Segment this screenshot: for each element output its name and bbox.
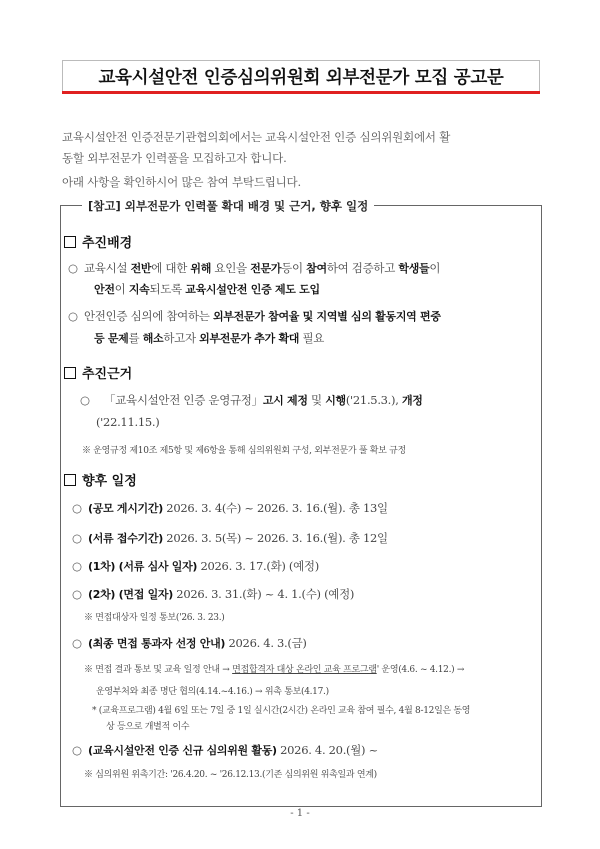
final-note-3: * (교육프로그램) 4월 6일 또는 7일 중 1일 실시간(2시간) 온라인 교육 참여 필수, 4월 8-12일은 동영: [92, 706, 471, 716]
title-underline: [62, 91, 540, 94]
bullet-circle-icon: ○: [72, 559, 82, 573]
background-item-1-cont: 안전이 지속되도록 교육시설안전 인증 제도 도입: [94, 282, 320, 296]
schedule-item-submission: ○ (서류 접수기간) 2026. 3. 5(목) ~ 2026. 3. 16.(월). 총 12일: [72, 531, 388, 545]
basis-note: ※ 운영규정 제10조 제5항 및 제6항을 통해 심의위원회 구성, 외부전문가 풀 확보 규정: [82, 446, 406, 456]
schedule-item-interview: ○ (2차) (면접 일자) 2026. 3. 31.(화) ~ 4. 1.(수) (예정): [72, 587, 355, 601]
basis-item-1-cont: ('22.11.15.): [96, 415, 160, 429]
intro-line-1: 교육시설안전 인증전문기관협의회에서는 교육시설안전 인증 심의위원회에서 활: [62, 130, 451, 144]
basis-item-1: ○ 「교육시설안전 인증 운영규정」고시 제정 및 시행('21.5.3.), 개정: [80, 393, 423, 407]
schedule-item-posting: ○ (공모 게시기간) 2026. 3. 4(수) ~ 2026. 3. 16.(월). 총 13일: [72, 501, 388, 515]
bullet-circle-icon: ○: [72, 531, 82, 545]
schedule-item-activity: ○ (교육시설안전 인증 신규 심의위원 활동) 2026. 4. 20.(월) ~: [72, 743, 378, 757]
intro-line-3: 아래 사항을 확인하시어 많은 참여 부탁드립니다.: [62, 175, 301, 189]
reference-box-title: [참고] 외부전문가 인력풀 확대 배경 및 근거, 향후 일정: [82, 198, 374, 214]
interview-note: ※ 면접대상자 일정 통보('26. 3. 23.): [84, 613, 225, 623]
background-item-2-cont: 등 문제를 해소하고자 외부전문가 추가 확대 필요: [94, 331, 325, 345]
bullet-circle-icon: ○: [72, 501, 82, 515]
schedule-item-final: ○ (최종 면접 통과자 선정 안내) 2026. 4. 3.(금): [72, 636, 307, 650]
checkbox-square-icon: [64, 367, 76, 379]
background-item-2: ○ 안전인증 심의에 참여하는 외부전문가 참여율 및 지역별 심의 활동지역 편중: [68, 309, 441, 323]
bullet-circle-icon: ○: [68, 309, 78, 323]
section-heading-schedule: 향후 일정: [64, 470, 137, 489]
checkbox-square-icon: [64, 236, 76, 248]
section-heading-basis: 추진근거: [64, 363, 132, 382]
activity-note: ※ 심의위원 위촉기간: '26.4.20. ~ '26.12.13.(기존 심의위원 위촉일과 연계): [84, 770, 377, 780]
page-number: - 1 -: [290, 808, 310, 819]
page-title: 교육시설안전 인증심의위원회 외부전문가 모집 공고문: [98, 67, 504, 88]
final-note-2: 운영부처와 최종 명단 협의(4.14.~4.16.) → 위촉 통보(4.17.): [96, 687, 329, 697]
bullet-circle-icon: ○: [72, 587, 82, 601]
final-note-4: 상 등으로 개별적 이수: [106, 722, 190, 732]
schedule-item-document-review: ○ (1차) (서류 심사 일자) 2026. 3. 17.(화) (예정): [72, 559, 319, 573]
bullet-circle-icon: ○: [72, 743, 82, 757]
title-box: [62, 60, 540, 91]
bullet-circle-icon: ○: [68, 261, 78, 275]
checkbox-square-icon: [64, 474, 76, 486]
section-heading-background: 추진배경: [64, 232, 132, 251]
intro-line-2: 동할 외부전문가 인력풀을 모집하고자 합니다.: [62, 151, 287, 165]
bullet-circle-icon: ○: [80, 393, 90, 407]
background-item-1: ○ 교육시설 전반에 대한 위해 요인을 전문가등이 참여하여 검증하고 학생들이: [68, 261, 441, 275]
bullet-circle-icon: ○: [72, 636, 82, 650]
final-note-1: ※ 면접 결과 통보 및 교육 일정 안내 → 면접합격자 대상 온라인 교육 프로그램' 운영(4.6. ~ 4.12.) →: [84, 665, 465, 675]
